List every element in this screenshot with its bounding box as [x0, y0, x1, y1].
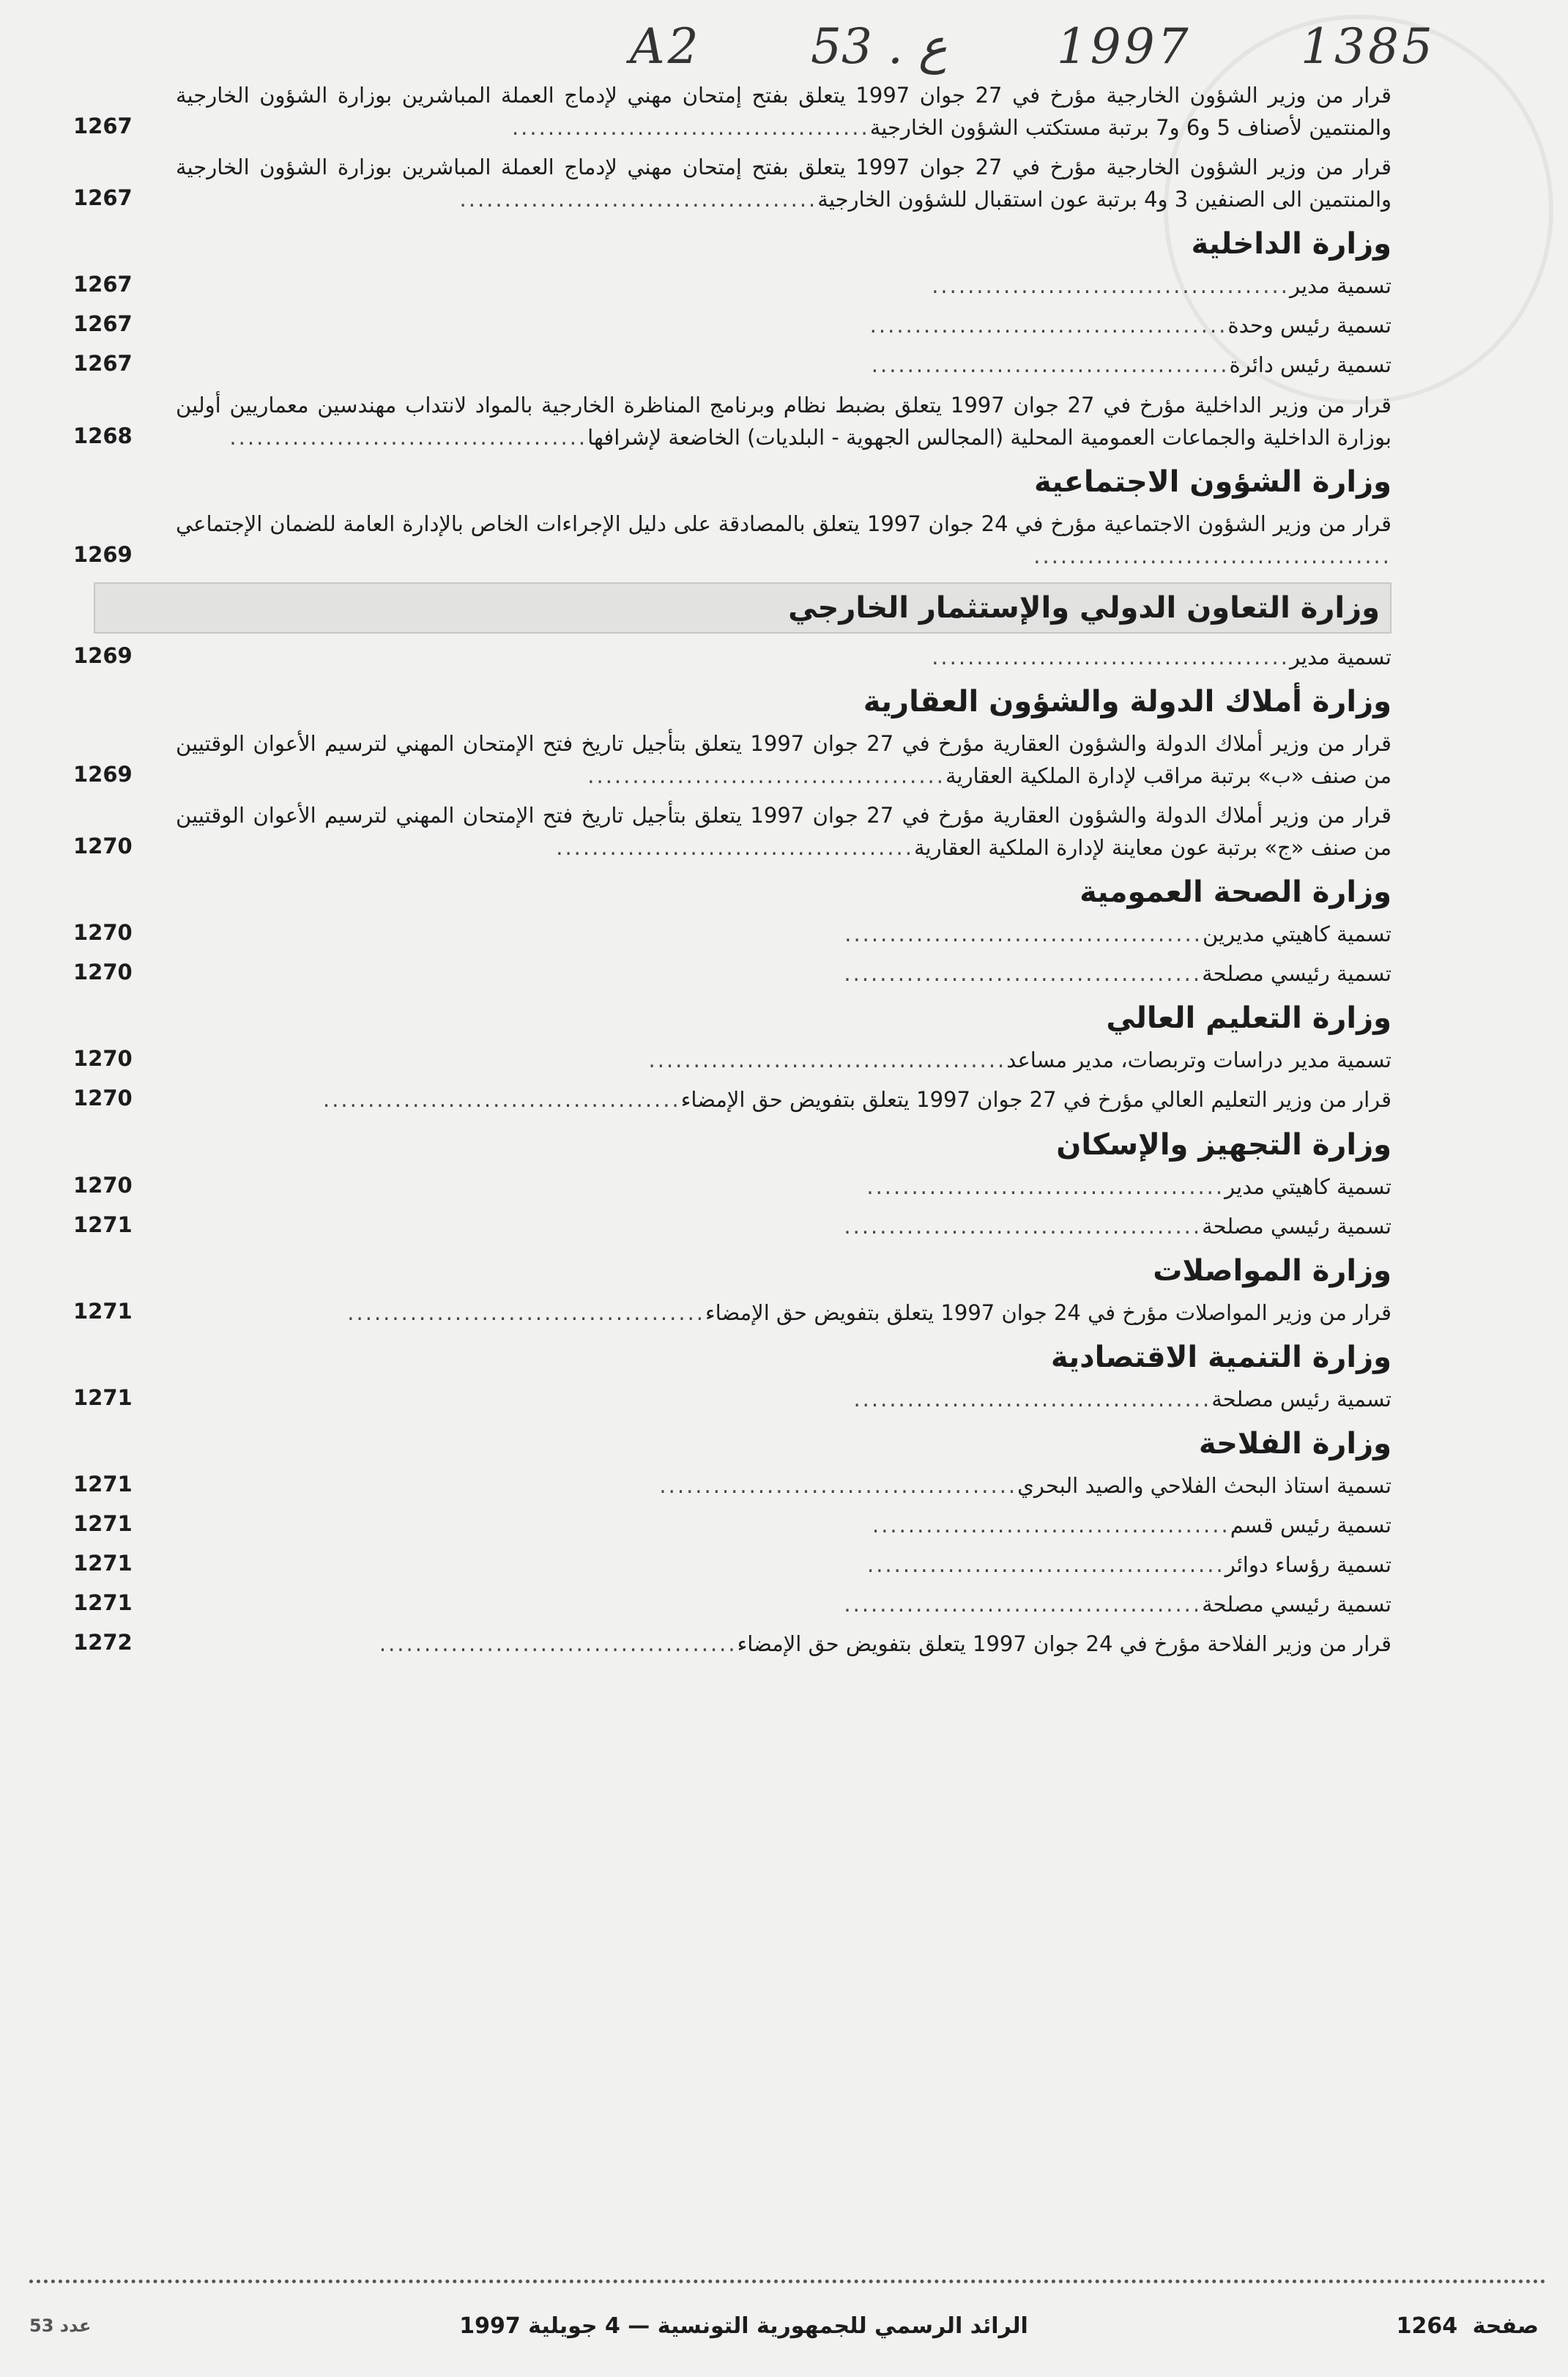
toc-entry-title: تسمية رئيسي مصلحة: [1202, 961, 1391, 987]
toc-entry-title: تسمية رئيسي مصلحة: [1202, 1213, 1391, 1239]
dot-leader: ........................................: [869, 313, 1228, 338]
toc-entry-title: تسمية مدير دراسات وتربصات، مدير مساعد: [1006, 1047, 1391, 1073]
toc-page-number: 1267: [73, 311, 133, 337]
toc-entry-text: [176, 641, 1391, 673]
ministry-section: [73, 874, 1391, 990]
toc-page-number: 1271: [73, 1298, 133, 1324]
toc-entry: [73, 727, 1391, 792]
ministry-title: وزارة أملاك الدولة والشؤون العقارية: [863, 684, 1391, 719]
toc-entry-text: [176, 309, 1391, 341]
toc-entry-title: تسمية رؤساء دوائر: [1225, 1552, 1391, 1578]
ministry-section: [73, 1425, 1391, 1660]
toc-entry: [73, 309, 1391, 341]
toc-entry: [73, 1083, 1391, 1116]
toc-entry-title: تسمية كاهيتي مدير: [1225, 1173, 1391, 1199]
toc-entry-text: [176, 79, 1391, 144]
toc-entry-title: قرار من وزير الفلاحة مؤرخ في 24 جوان 1997 يتعلق بتفويض حق الإمضاء: [737, 1631, 1391, 1657]
toc-entry: [73, 1171, 1391, 1203]
toc-entry-title: قرار من وزير الداخلية مؤرخ في 27 جوان 1997 يتعلق بضبط نظام وبرنامج المناظرة الخارجية بالمواد لانتداب مهندسين معماريين أولين بوزارة الداخلية والجماعات العمومية المحلية (المجالس الجهوية - البلديات) الخاضعة لإشرافها: [176, 392, 1392, 450]
toc-page-number: 1272: [73, 1630, 133, 1655]
toc-page-number: 1270: [73, 1172, 133, 1198]
ministry-title: وزارة المواصلات: [1153, 1253, 1391, 1288]
toc-page-number: 1270: [73, 920, 133, 946]
ministry-title: وزارة الداخلية: [1191, 227, 1391, 262]
toc-entry: [73, 508, 1391, 572]
toc-page-number: 1270: [73, 960, 133, 985]
toc-page-number: 1267: [73, 351, 133, 377]
toc-entry-text: [176, 270, 1391, 302]
ministry-title: وزارة الصحة العمومية: [1080, 875, 1391, 910]
toc-page-number: 1270: [73, 1046, 133, 1072]
ministry-section: [73, 1127, 1391, 1242]
toc-entry-text: [176, 1210, 1391, 1242]
toc-entry-text: [176, 918, 1391, 950]
toc-entry: [73, 1297, 1391, 1329]
toc-entry-text: [176, 957, 1391, 990]
toc-entry-text: [176, 727, 1391, 792]
toc-entry-title: تسمية استاذ البحث الفلاحي والصيد البحري: [1017, 1472, 1391, 1498]
dot-leader: ........................................: [379, 1631, 737, 1657]
toc-page-number: 1271: [73, 1471, 133, 1497]
toc-entry-text: [176, 349, 1391, 381]
toc-entry: [73, 918, 1391, 950]
toc-entry: [73, 1509, 1391, 1541]
toc-entry-text: [176, 508, 1391, 572]
ministry-section: [73, 226, 1391, 453]
ministry-section: [73, 464, 1391, 572]
toc-entry: [73, 1044, 1391, 1076]
dot-leader: ........................................: [511, 115, 870, 141]
dot-leader: ........................................: [844, 921, 1203, 947]
toc-entry-text: [176, 1044, 1391, 1076]
toc-page-number: 1271: [73, 1212, 133, 1237]
toc-page-number: 1267: [73, 272, 133, 297]
toc-entry-title: قرار من وزير الشؤون الاجتماعية مؤرخ في 24 جوان 1997 يتعلق بالمصادقة على دليل الإجراءات الخاص بالإدارة العامة للضمان الإجتماعي: [176, 511, 1391, 536]
dot-leader: ........................................: [844, 961, 1203, 987]
toc-page-number: 1271: [73, 1384, 133, 1410]
toc-entry-title: قرار من وزير الشؤون الخارجية مؤرخ في 27 جوان 1997 يتعلق بفتح إمتحان مهني لإدماج العملة المباشرين بوزارة الشؤون الخارجية والمنتمين لأصناف 5 و6 و7 برتبة مستكتب الشؤون الخارجية: [176, 83, 1391, 141]
ministry-section: [73, 1000, 1391, 1116]
toc-entry-title: تسمية مدير: [1289, 273, 1391, 299]
footer-publication: الرائد الرسمي للجمهورية التونسية — 4 جويلية 1997: [459, 2313, 1028, 2339]
toc-entry-title: تسمية مدير: [1289, 644, 1391, 670]
toc-page-number: 1269: [73, 541, 133, 567]
handwritten-year: 1997: [1056, 18, 1192, 75]
toc-entry-title: قرار من وزير الشؤون الخارجية مؤرخ في 27 جوان 1997 يتعلق بفتح إمتحان مهني لإدماج العملة المباشرين بوزارة الشؤون الخارجية والمنتمين الى الصنفين 3 و4 برتبة عون استقبال للشؤون الخارجية: [176, 155, 1391, 212]
toc-entry-text: [176, 1297, 1391, 1329]
ministry-title: وزارة التعاون الدولي والإستثمار الخارجي: [94, 582, 1391, 634]
dot-leader: ........................................: [1033, 543, 1391, 568]
toc-entry-title: قرار من وزير أملاك الدولة والشؤون العقارية مؤرخ في 27 جوان 1997 يتعلق بتأجيل تاريخ فتح الإمتحان المهني لترسيم الأعوان الوقتيين من صنف «ج» برتبة عون معاينة لإدارة الملكية العقارية: [176, 803, 1392, 861]
toc-entry-title: تسمية كاهيتي مديرين: [1202, 921, 1391, 947]
footer-divider: [29, 2280, 1546, 2283]
dot-leader: ........................................: [322, 1087, 681, 1113]
toc-entry-title: تسمية رئيس قسم: [1230, 1512, 1391, 1538]
dot-leader: ........................................: [587, 763, 945, 789]
dot-leader: ........................................: [866, 1552, 1225, 1578]
toc-page-number: 1271: [73, 1590, 133, 1616]
dot-leader: ........................................: [872, 1512, 1230, 1538]
dot-leader: ........................................: [871, 352, 1230, 378]
footer-page-label: صفحة: [1472, 2313, 1539, 2339]
toc-page-number: 1269: [73, 762, 133, 787]
toc-entry-text: [176, 1588, 1391, 1620]
dot-leader: ........................................: [229, 424, 588, 450]
handwritten-number: 1385: [1301, 18, 1435, 75]
ministry-title: وزارة التنمية الاقتصادية: [1050, 1340, 1391, 1374]
toc-entry: [73, 1210, 1391, 1242]
toc-entry: [73, 641, 1391, 673]
toc-entry: [73, 79, 1391, 144]
footer-page-number: 1264: [1396, 2313, 1458, 2339]
toc-entry-title: تسمية رئيس مصلحة: [1211, 1386, 1391, 1412]
toc-entry: [73, 1469, 1391, 1502]
toc-entry-title: قرار من وزير المواصلات مؤرخ في 24 جوان 1997 يتعلق بتفويض حق الإمضاء: [705, 1299, 1391, 1325]
toc-entry-text: [176, 1469, 1391, 1502]
toc-entry-text: [176, 151, 1391, 215]
toc-entry: [73, 151, 1391, 215]
toc-entry: [73, 389, 1391, 453]
handwritten-issue: 53 . ع: [811, 18, 948, 75]
footer-issue: عدد 53: [29, 2315, 92, 2336]
ministry-title: وزارة التجهيز والإسكان: [1056, 1127, 1391, 1162]
toc-page-number: 1271: [73, 1551, 133, 1576]
dot-leader: ........................................: [556, 835, 914, 861]
toc-entry-title: قرار من وزير أملاك الدولة والشؤون العقارية مؤرخ في 27 جوان 1997 يتعلق بتأجيل تاريخ فتح الإمتحان المهني لترسيم الأعوان الوقتيين من صنف «ب» برتبة مراقب لإدارة الملكية العقارية: [176, 730, 1392, 789]
toc-page-number: 1268: [73, 423, 133, 448]
dot-leader: ........................................: [932, 273, 1290, 299]
toc-page-number: 1267: [73, 185, 133, 211]
dot-leader: ........................................: [659, 1472, 1018, 1498]
dot-leader: ........................................: [866, 1173, 1225, 1199]
toc-entry-text: [176, 1171, 1391, 1203]
table-of-contents: [73, 79, 1391, 1670]
ministry-title: وزارة الشؤون الاجتماعية: [1033, 464, 1391, 499]
ministry-section: [73, 683, 1391, 864]
toc-page-number: 1270: [73, 1086, 133, 1111]
toc-entry: [73, 799, 1391, 864]
toc-page-number: 1271: [73, 1510, 133, 1536]
toc-entry: [73, 957, 1391, 990]
ministry-section: [73, 79, 1391, 215]
toc-entry-text: [176, 799, 1391, 864]
toc-entry-title: تسمية رئيس وحدة: [1227, 313, 1391, 338]
handwritten-annotation: [630, 13, 1435, 79]
dot-leader: ........................................: [459, 187, 818, 212]
toc-page-number: 1270: [73, 834, 133, 859]
footer-page: [1397, 2313, 1539, 2339]
toc-entry: [73, 1588, 1391, 1620]
toc-page-number: 1267: [73, 114, 133, 139]
toc-entry-title: تسمية رئيسي مصلحة: [1202, 1592, 1391, 1617]
dot-leader: ........................................: [648, 1047, 1007, 1073]
dot-leader: ........................................: [932, 644, 1290, 670]
toc-entry-text: [176, 1083, 1391, 1116]
toc-entry-text: [176, 1628, 1391, 1660]
ministry-section: [73, 1339, 1391, 1415]
toc-entry: [73, 1383, 1391, 1415]
toc-entry-text: [176, 1549, 1391, 1581]
page-footer: [29, 2304, 1539, 2348]
toc-entry-text: [176, 1383, 1391, 1415]
ministry-title: وزارة الفلاحة: [1198, 1426, 1391, 1461]
ministry-title: وزارة التعليم العالي: [1106, 1001, 1391, 1036]
dot-leader: ........................................: [853, 1386, 1212, 1412]
toc-entry-title: تسمية رئيس دائرة: [1229, 352, 1391, 378]
toc-entry: [73, 270, 1391, 302]
dot-leader: ........................................: [844, 1213, 1203, 1239]
dot-leader: ........................................: [844, 1592, 1203, 1617]
dot-leader: ........................................: [347, 1299, 706, 1325]
toc-entry: [73, 349, 1391, 381]
ministry-section: [73, 1253, 1391, 1329]
toc-entry-title: قرار من وزير التعليم العالي مؤرخ في 27 جوان 1997 يتعلق بتفويض حق الإمضاء: [680, 1087, 1391, 1113]
toc-entry-text: [176, 389, 1391, 453]
toc-entry: [73, 1628, 1391, 1660]
handwritten-code: A2: [630, 18, 702, 75]
ministry-section: [73, 582, 1391, 673]
toc-entry-text: [176, 1509, 1391, 1541]
toc-entry: [73, 1549, 1391, 1581]
toc-page-number: 1269: [73, 642, 133, 668]
